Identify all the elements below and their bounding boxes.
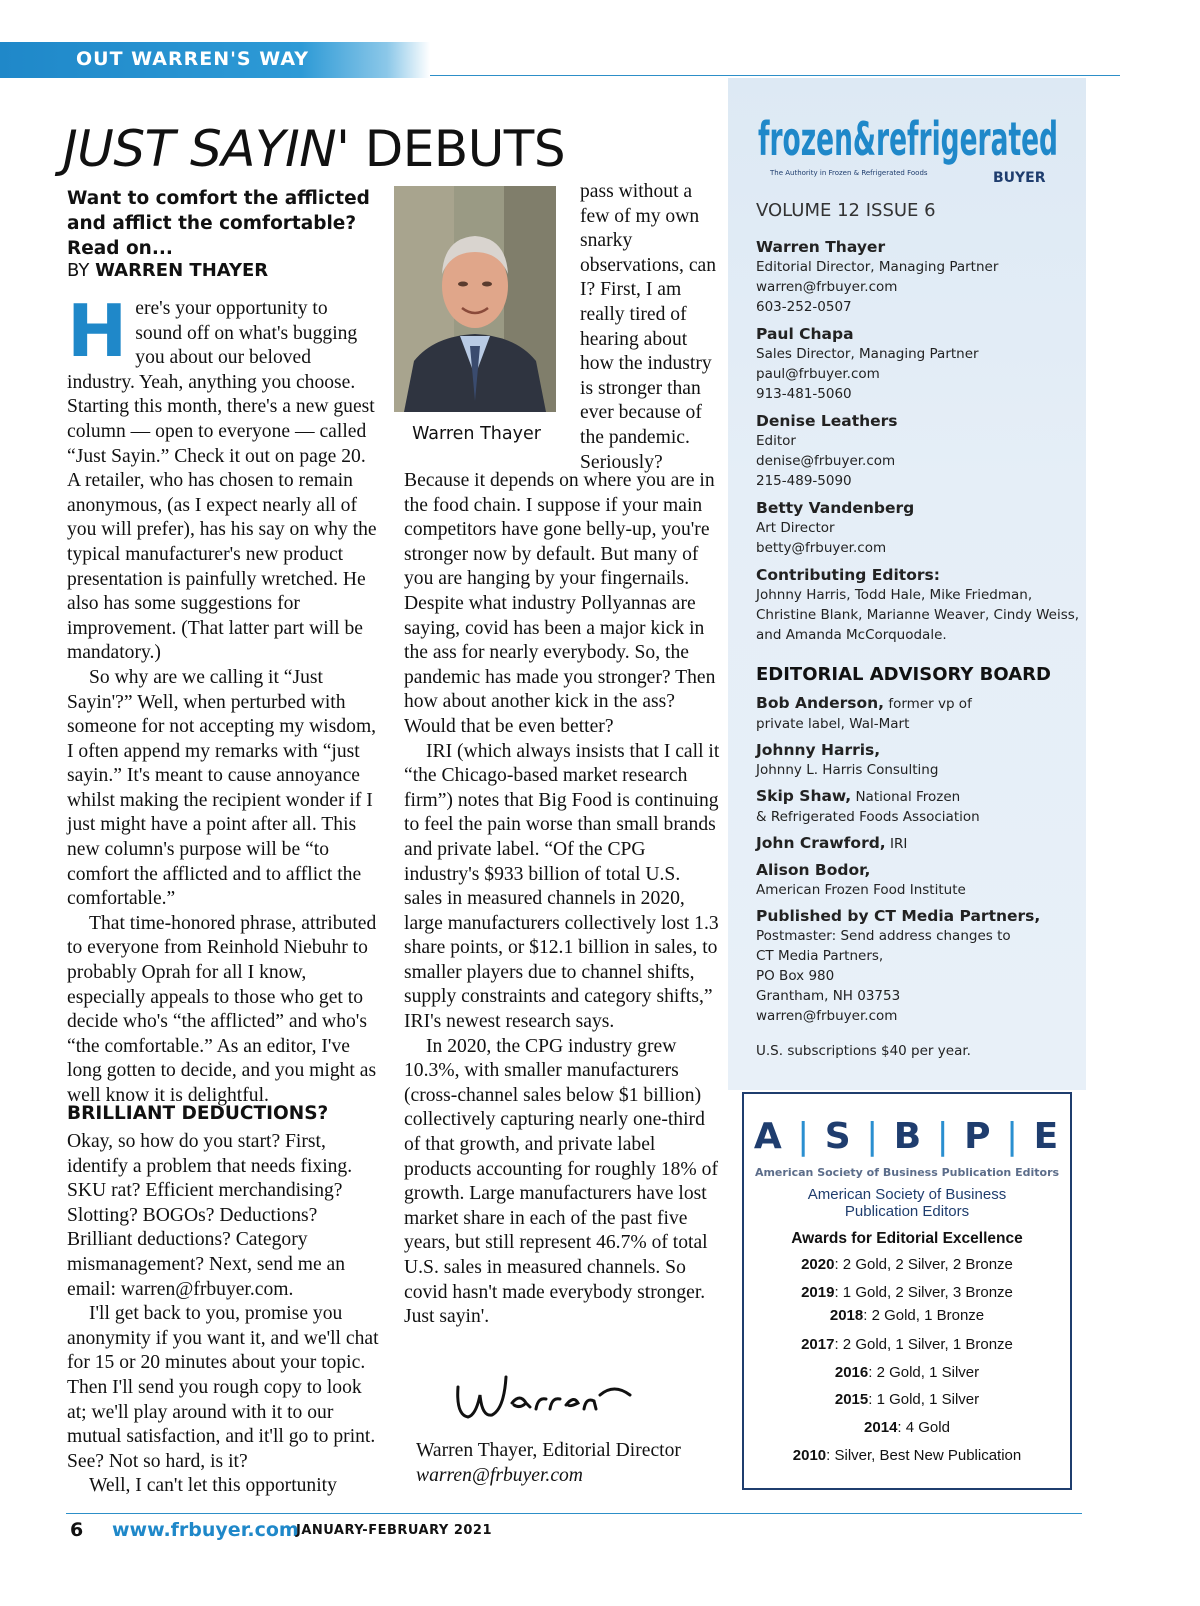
award-line: 2018: 2 Gold, 1 Bronze [829, 1307, 985, 1324]
staff-entry [756, 411, 1086, 491]
staff-name: Paul Chapa [756, 325, 854, 343]
footer-rule [66, 1513, 1082, 1514]
publisher-entry [756, 906, 1086, 1026]
staff-entry [756, 324, 1086, 404]
board-line: & Refrigerated Foods Association [756, 809, 980, 825]
staff-phone: 603-252-0507 [756, 299, 852, 315]
photo-caption: Warren Thayer [412, 424, 541, 444]
staff-email[interactable]: betty@frbuyer.com [756, 540, 887, 556]
paragraph: That time-honored phrase, attributed to everyone from Reinhold Niebuhr to probably Oprah for all I know, especially appeals to those who get to decide who's “the afflicted” and who's “the comfortable.” As an editor, I've long gotten to decide, and you might as well know it is delightful. [67, 912, 377, 1106]
staff-title: Editorial Director, Managing Partner [756, 259, 999, 275]
board-line: Johnny L. Harris Consulting [756, 762, 939, 778]
section-tab [0, 42, 430, 78]
board-name: Skip Shaw, [756, 787, 852, 805]
staff-entry [756, 565, 1086, 645]
signoff-email[interactable]: warren@frbuyer.com [416, 1465, 583, 1486]
author-portrait-illustration [394, 186, 556, 412]
paragraph: So why are we calling it “Just Sayin'?” Well, when perturbed with someone for not accepting my wisdom, I often append my remarks with “just sayin.” It's meant to cause annoyance whilst making the recipient wonder if I just might have a point after all. This new column's purpose will be “to comfort the afflicted and to afflict the comfortable.” [67, 666, 377, 910]
subhead: BRILLIANT DEDUCTIONS? [67, 1103, 329, 1124]
award-line: 2015: 1 Gold, 1 Silver [834, 1391, 980, 1408]
asbpe-logo: A | S | B | P | E [753, 1116, 1061, 1157]
asbpe-awards-box [742, 1092, 1072, 1490]
staff-entry [756, 498, 1086, 558]
board-entry [756, 693, 1086, 734]
staff-title: Editor [756, 433, 796, 449]
asbpe-letter: P [964, 1116, 993, 1157]
byline-prefix: BY [67, 260, 96, 281]
board-entry [756, 860, 1086, 900]
award-line: 2014: 4 Gold [864, 1419, 950, 1436]
publisher-line: CT Media Partners, [756, 948, 884, 964]
top-rule [430, 75, 1120, 76]
headline-rest: DEBUTS [349, 120, 566, 178]
asbpe-org-line: American Society of Business [807, 1186, 1007, 1203]
signoff-name: Warren Thayer, Editorial Director [416, 1440, 681, 1461]
staff-name: Contributing Editors: [756, 566, 940, 584]
asbpe-letter: E [1033, 1116, 1061, 1157]
logo-tagline: The Authority in Frozen & Refrigerated Foods [770, 169, 928, 177]
award-line: 2017: 2 Gold, 1 Silver, 1 Bronze [801, 1336, 1013, 1353]
staff-name: Betty Vandenberg [756, 499, 915, 517]
paragraph: Okay, so how do you start? First, identify a problem that needs fixing. SKU rat? Efficient merchandising? Slotting? BOGOs? Deductions? Brilliant deductions? Category mismanagement? Next, send me an email: warren@frbuyer.com. [67, 1131, 353, 1300]
publisher-email[interactable]: warren@frbuyer.com [756, 1008, 898, 1024]
frozen-refrigerated-buyer-logo [758, 100, 1063, 186]
board-name: Johnny Harris, [756, 741, 881, 759]
board-name: Alison Bodor, [756, 861, 871, 879]
asbpe-letter: B [893, 1116, 924, 1157]
asbpe-letter: S [824, 1116, 853, 1157]
staff-title: Art Director [756, 520, 835, 536]
staff-phone: 215-489-5090 [756, 473, 852, 489]
asbpe-org-name [744, 1186, 1070, 1220]
staff-email[interactable]: denise@frbuyer.com [756, 453, 896, 469]
award-line: 2020: 2 Gold, 2 Silver, 2 Bronze [801, 1256, 1013, 1273]
article-deck: Want to comfort the afflicted and afflict the comfortable? Read on... [67, 188, 370, 259]
board-entry [756, 833, 1086, 854]
board-title: EDITORIAL ADVISORY BOARD [756, 664, 1051, 685]
volume-issue: VOLUME 12 ISSUE 6 [756, 200, 936, 221]
publisher-line: Postmaster: Send address changes to [756, 928, 1011, 944]
advisory-board-list [756, 693, 1086, 1032]
staff-email[interactable]: paul@frbuyer.com [756, 366, 880, 382]
staff-name: Warren Thayer [756, 238, 886, 256]
issue-date: JANUARY-FEBRUARY 2021 [296, 1523, 493, 1538]
paragraph: Because it depends on where you are in the food chain. I suppose if your main competitors have gone belly-up, you're stronger now by default. But many of you are hanging by your fingernails. Despite what industry Pollyannas are saying, covid has been a major kick in the ass for nearly everybody. So, the pandemic has made you stronger? Then how about another kick in the ass? Would that be even better? [404, 470, 716, 737]
board-affiliation: former vp of [884, 696, 972, 712]
asbpe-org-line: Publication Editors [844, 1203, 970, 1220]
awards-title: Awards for Editorial Excellence [791, 1230, 1023, 1247]
section-label: OUT WARREN'S WAY [76, 48, 309, 70]
paragraph: IRI (which always insists that I call it “the Chicago-based market research firm”) notes that Big Food is continuing to feel the pain worse than small brands and private label. “Of the CPG industry's $933 billion of total U.S. sales in measured channels in 2020, large manufacturers collectively lost 1.3 share points, or $12.1 billion in sales, to smaller players due to channel shifts, supply constraints and category shifts,” IRI's newest research says. [404, 740, 720, 1033]
staff-phone: 913-481-5060 [756, 386, 852, 402]
logo-buyer: BUYER [993, 170, 1046, 186]
headline-italic: JUST SAYIN' [63, 120, 350, 178]
asbpe-letter: A [753, 1116, 784, 1157]
paragraph: ere's your opportunity to sound off on what's bugging you about our beloved industry. Yeah, anything you choose. Starting this month, there's a new guest column — open to everyone — called “Just Sayin.” Check it out on page 20. A retailer, who has chosen to remain anonymous, (as I expect nearly all of you will prefer), has his say on why the typical manufacturer's new product presentation is painfully wretched. He also has some suggestions for improvement. (That latter part will be mandatory.) [67, 298, 377, 664]
staff-line: and Amanda McCorquodale. [756, 627, 947, 643]
board-line: American Frozen Food Institute [756, 882, 966, 898]
award-line: 2019: 1 Gold, 2 Silver, 3 Bronze [801, 1284, 1013, 1301]
staff-name: Denise Leathers [756, 412, 898, 430]
subscription-info: U.S. subscriptions $40 per year. [756, 1043, 971, 1059]
paragraph: Well, I can't let this opportunity [89, 1475, 337, 1497]
award-line: 2016: 2 Gold, 1 Silver [834, 1364, 980, 1381]
staff-title: Sales Director, Managing Partner [756, 346, 979, 362]
page-number: 6 [70, 1519, 84, 1541]
author-photo [394, 186, 556, 412]
asbpe-logo-name: American Society of Business Publication Editors [754, 1166, 1060, 1179]
column-1-continued [67, 1130, 379, 1499]
board-entry [756, 786, 1086, 827]
board-entry [756, 740, 1086, 780]
paragraph: In 2020, the CPG industry grew 10.3%, with smaller manufacturers (cross-channel sales below $1 billion) collectively capturing nearly one-third of that growth, and private label products accounting for roughly 18% of growth. Large manufacturers have lost market share in each of the past five years, but still represent 46.7% of total U.S. sales in measured channels. So covid hasn't made everybody stronger. Just sayin'. [404, 1035, 718, 1328]
drop-cap: H [67, 289, 128, 373]
board-affiliation: National Frozen [851, 789, 961, 805]
board-line: private label, Wal-Mart [756, 716, 910, 732]
byline [67, 260, 268, 281]
column-2 [404, 469, 722, 1330]
publisher-line: Grantham, NH 03753 [756, 988, 901, 1004]
board-affiliation: IRI [885, 836, 908, 852]
column-1 [67, 289, 379, 1109]
publisher-name: Published by CT Media Partners, [756, 907, 1041, 925]
paragraph: I'll get back to you, promise you anonymity if you want it, and we'll chat for 15 or 20 minutes about your topic. Then I'll send you rough copy to look at; we'll play around with it to our mutual satisfaction, and it'll go to print. See? Not so hard, is it? [67, 1303, 379, 1472]
logo-main-text: frozen&refrigerated [758, 112, 1058, 166]
author-signature [450, 1365, 650, 1425]
staff-list [756, 237, 1086, 652]
award-line: 2010: Silver, Best New Publication [792, 1447, 1022, 1464]
article-headline [63, 120, 565, 178]
staff-email[interactable]: warren@frbuyer.com [756, 279, 898, 295]
board-name: John Crawford, [756, 834, 886, 852]
board-name: Bob Anderson, [756, 694, 885, 712]
publisher-line: PO Box 980 [756, 968, 835, 984]
staff-line: Johnny Harris, Todd Hale, Mike Friedman, [756, 587, 1033, 603]
staff-line: Christine Blank, Marianne Weaver, Cindy Weiss, [756, 607, 1080, 623]
byline-name: WARREN THAYER [95, 260, 269, 281]
column-2-top: pass without a few of my own snarky observations, can I? First, I am really tired of hearing about how the industry is stronger than ever because of the pandemic. Seriously? [580, 181, 717, 473]
footer-url[interactable]: www.frbuyer.com [112, 1519, 299, 1541]
staff-entry [756, 237, 1086, 317]
